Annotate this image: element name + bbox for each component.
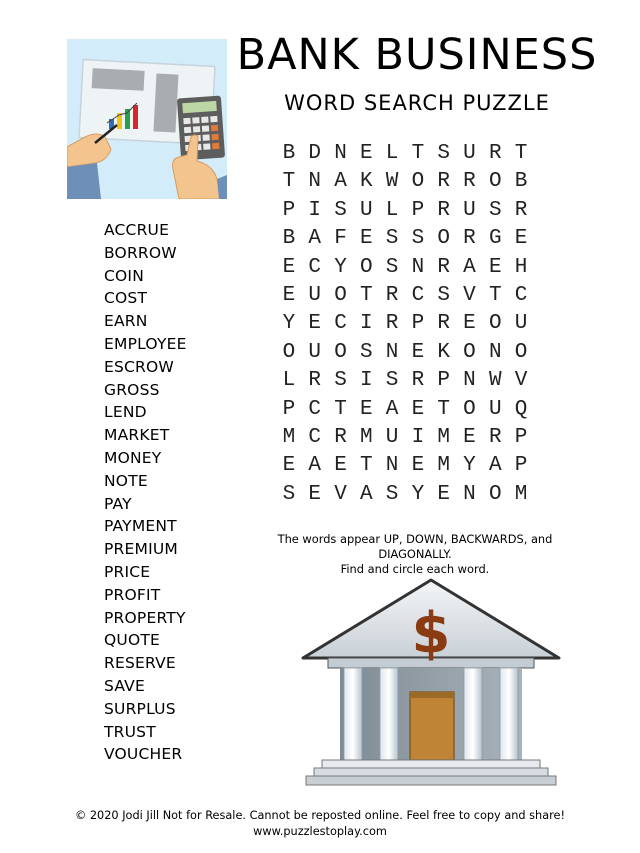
grid-letter[interactable]: M bbox=[359, 425, 373, 449]
grid-letter[interactable]: T bbox=[488, 283, 502, 307]
grid-letter[interactable]: Y bbox=[463, 454, 476, 478]
grid-letter[interactable]: S bbox=[385, 227, 399, 251]
grid-letter[interactable]: P bbox=[514, 454, 528, 478]
grid-letter[interactable]: T bbox=[282, 170, 296, 194]
footer bbox=[0, 808, 640, 840]
grid-letter[interactable]: R bbox=[385, 283, 399, 307]
word-list-item: MARKET bbox=[104, 426, 170, 445]
grid-letter[interactable]: C bbox=[308, 255, 321, 279]
grid-letter[interactable]: S bbox=[385, 482, 399, 506]
grid-letter[interactable]: E bbox=[282, 255, 296, 279]
grid-letter[interactable]: Y bbox=[411, 482, 425, 506]
grid-letter[interactable]: L bbox=[385, 142, 399, 165]
word-list-item: QUOTE bbox=[104, 631, 161, 650]
grid-letter[interactable]: U bbox=[488, 397, 502, 421]
word-list-item: EMPLOYEE bbox=[104, 334, 187, 353]
grid-letter[interactable]: S bbox=[385, 255, 399, 279]
word-list-item: NOTE bbox=[104, 471, 148, 490]
grid-letter[interactable]: R bbox=[488, 142, 502, 165]
grid-letter[interactable]: N bbox=[334, 142, 347, 165]
grid-letter[interactable]: O bbox=[463, 397, 476, 421]
bank-steps bbox=[306, 760, 556, 785]
grid-letter[interactable]: D bbox=[308, 142, 321, 165]
grid-letter[interactable]: R bbox=[437, 255, 450, 279]
grid-letter[interactable]: P bbox=[437, 369, 450, 393]
grid-row bbox=[276, 452, 534, 480]
grid-letter[interactable]: U bbox=[359, 198, 373, 222]
grid-letter[interactable]: O bbox=[488, 170, 502, 194]
grid-letter[interactable]: R bbox=[437, 198, 450, 222]
calculator-chart-illustration bbox=[67, 39, 227, 199]
grid-letter[interactable]: V bbox=[334, 482, 347, 506]
grid-letter[interactable]: T bbox=[359, 283, 373, 307]
grid-row bbox=[276, 310, 534, 338]
grid-letter[interactable]: E bbox=[359, 227, 373, 251]
grid-letter[interactable]: N bbox=[411, 255, 425, 279]
grid-letter[interactable]: E bbox=[282, 454, 296, 478]
grid-letter[interactable]: T bbox=[437, 397, 450, 421]
grid-letter[interactable]: S bbox=[488, 198, 502, 222]
grid-row bbox=[276, 282, 534, 310]
grid-letter[interactable]: U bbox=[308, 283, 321, 307]
grid-letter[interactable]: Y bbox=[334, 255, 347, 279]
grid-letter[interactable]: E bbox=[411, 397, 425, 421]
bank-building-illustration bbox=[300, 578, 562, 788]
word-list-item: COST bbox=[104, 289, 148, 308]
grid-letter[interactable]: O bbox=[488, 312, 502, 336]
grid-letter[interactable]: E bbox=[411, 340, 425, 364]
letter-grid bbox=[276, 140, 534, 509]
grid-letter[interactable]: S bbox=[334, 369, 347, 393]
grid-letter[interactable]: R bbox=[385, 312, 399, 336]
grid-letter[interactable]: E bbox=[359, 397, 373, 421]
grid-letter[interactable]: O bbox=[437, 227, 450, 251]
grid-letter[interactable]: Q bbox=[514, 397, 528, 421]
grid-letter[interactable]: M bbox=[282, 425, 296, 449]
grid-letter[interactable]: E bbox=[308, 482, 321, 506]
grid-letter[interactable]: M bbox=[437, 425, 450, 449]
grid-letter[interactable]: R bbox=[514, 198, 528, 222]
grid-row bbox=[276, 225, 534, 253]
instructions bbox=[240, 532, 590, 577]
grid-letter[interactable]: A bbox=[359, 482, 373, 506]
grid-letter[interactable]: B bbox=[282, 227, 296, 251]
bank-door bbox=[410, 692, 454, 760]
grid-letter[interactable]: A bbox=[308, 454, 321, 478]
grid-letter[interactable]: P bbox=[411, 198, 425, 222]
grid-letter[interactable]: E bbox=[488, 255, 502, 279]
puzzle-subtitle: WORD SEARCH PUZZLE bbox=[284, 91, 550, 115]
grid-letter[interactable]: E bbox=[334, 454, 347, 478]
grid-letter[interactable]: N bbox=[463, 482, 476, 506]
grid-letter[interactable]: V bbox=[514, 369, 528, 393]
word-list-item: TRUST bbox=[104, 722, 156, 741]
grid-letter[interactable]: I bbox=[359, 312, 373, 336]
grid-letter[interactable]: A bbox=[463, 255, 476, 279]
grid-letter[interactable]: M bbox=[514, 482, 528, 506]
word-list-item: PAYMENT bbox=[104, 517, 177, 536]
grid-letter[interactable]: A bbox=[308, 227, 321, 251]
word-list-item: SURPLUS bbox=[104, 699, 176, 718]
grid-letter[interactable]: T bbox=[411, 142, 425, 165]
grid-letter[interactable]: C bbox=[514, 283, 528, 307]
grid-letter[interactable]: S bbox=[437, 283, 450, 307]
grid-letter[interactable]: U bbox=[308, 340, 321, 364]
grid-letter[interactable]: P bbox=[282, 198, 296, 222]
grid-letter[interactable]: S bbox=[411, 227, 425, 251]
grid-letter[interactable]: S bbox=[437, 142, 450, 165]
word-list-item: ESCROW bbox=[104, 357, 174, 376]
word-list-item: VOUCHER bbox=[104, 745, 183, 764]
word-list-item: PREMIUM bbox=[104, 540, 178, 559]
grid-letter[interactable]: E bbox=[437, 482, 450, 506]
grid-letter[interactable]: U bbox=[463, 198, 476, 222]
grid-letter[interactable]: O bbox=[514, 340, 528, 364]
grid-letter[interactable]: S bbox=[385, 369, 399, 393]
grid-letter[interactable]: R bbox=[437, 312, 450, 336]
grid-letter[interactable]: F bbox=[334, 227, 347, 251]
grid-row bbox=[276, 197, 534, 225]
puzzle-title: BANK BUSINESS bbox=[236, 30, 598, 80]
grid-letter[interactable]: N bbox=[308, 170, 321, 194]
grid-row bbox=[276, 367, 534, 395]
grid-row bbox=[276, 396, 534, 424]
grid-letter[interactable]: E bbox=[463, 425, 476, 449]
grid-row bbox=[276, 168, 534, 196]
grid-letter[interactable]: R bbox=[308, 369, 321, 393]
grid-row bbox=[276, 481, 534, 509]
grid-letter[interactable]: C bbox=[308, 397, 321, 421]
grid-letter[interactable]: R bbox=[463, 227, 476, 251]
grid-letter[interactable]: O bbox=[488, 482, 502, 506]
grid-letter[interactable]: T bbox=[334, 397, 347, 421]
grid-letter[interactable]: A bbox=[334, 170, 347, 194]
grid-letter[interactable]: N bbox=[463, 369, 476, 393]
word-list-item: LEND bbox=[104, 403, 147, 422]
grid-letter[interactable]: N bbox=[385, 340, 399, 364]
grid-letter[interactable]: S bbox=[282, 482, 296, 506]
grid-letter[interactable]: U bbox=[385, 425, 399, 449]
grid-letter[interactable]: E bbox=[282, 283, 296, 307]
grid-letter[interactable]: A bbox=[385, 397, 399, 421]
calculator-icon bbox=[177, 96, 225, 161]
grid-letter[interactable]: S bbox=[359, 340, 373, 364]
word-list-item: PROPERTY bbox=[104, 608, 186, 627]
word-list bbox=[104, 219, 187, 766]
grid-letter[interactable]: L bbox=[385, 198, 399, 222]
grid-letter[interactable]: N bbox=[488, 340, 502, 364]
grid-letter[interactable]: P bbox=[282, 397, 296, 421]
word-list-item: MONEY bbox=[104, 448, 162, 467]
word-list-item: GROSS bbox=[104, 380, 160, 399]
word-list-item: ACCRUE bbox=[104, 221, 170, 239]
word-list-item: RESERVE bbox=[104, 654, 176, 673]
grid-letter[interactable]: U bbox=[463, 142, 476, 165]
grid-letter[interactable]: R bbox=[334, 425, 347, 449]
grid-letter[interactable]: E bbox=[308, 312, 321, 336]
grid-letter[interactable]: I bbox=[308, 198, 321, 222]
grid-letter[interactable]: S bbox=[334, 198, 347, 222]
grid-letter[interactable]: P bbox=[411, 312, 425, 336]
grid-letter[interactable]: K bbox=[437, 340, 450, 364]
word-list-item: EARN bbox=[104, 312, 148, 331]
grid-letter[interactable]: B bbox=[282, 142, 296, 165]
word-list-item: PROFIT bbox=[104, 585, 161, 604]
grid-letter[interactable]: E bbox=[359, 142, 373, 165]
grid-letter[interactable]: Y bbox=[282, 312, 296, 336]
grid-letter[interactable]: O bbox=[463, 340, 476, 364]
grid-row bbox=[276, 254, 534, 282]
grid-letter[interactable]: N bbox=[385, 454, 399, 478]
word-list-item: COIN bbox=[104, 266, 144, 285]
grid-letter[interactable]: M bbox=[437, 454, 450, 478]
grid-letter[interactable]: I bbox=[359, 369, 373, 393]
grid-letter[interactable]: L bbox=[282, 369, 296, 393]
grid-letter[interactable]: O bbox=[411, 170, 425, 194]
copyright-notice: © 2020 Jodi Jill Not for Resale. Cannot be reposted online. Feel free to copy and share! bbox=[74, 809, 566, 822]
grid-letter[interactable]: R bbox=[437, 170, 450, 194]
instructions-line-1: The words appear UP, DOWN, BACKWARDS, and DIAGONALLY. bbox=[277, 532, 553, 561]
grid-letter[interactable]: U bbox=[514, 312, 528, 336]
grid-letter[interactable]: R bbox=[488, 425, 502, 449]
word-list-item: BORROW bbox=[104, 243, 177, 262]
grid-row bbox=[276, 140, 534, 168]
website-link[interactable]: www.puzzlestoplay.com bbox=[253, 825, 387, 838]
grid-letter[interactable]: R bbox=[463, 170, 476, 194]
grid-letter[interactable]: E bbox=[463, 312, 476, 336]
instructions-line-2: Find and circle each word. bbox=[340, 562, 490, 576]
grid-letter[interactable]: C bbox=[308, 425, 321, 449]
grid-letter[interactable]: W bbox=[488, 369, 502, 393]
grid-letter[interactable]: E bbox=[411, 454, 425, 478]
grid-letter[interactable]: G bbox=[488, 227, 502, 251]
grid-row bbox=[276, 424, 534, 452]
word-list-item: PAY bbox=[104, 494, 132, 513]
grid-letter[interactable]: O bbox=[334, 283, 347, 307]
grid-letter[interactable]: B bbox=[514, 170, 528, 194]
dollar-sign-icon: $ bbox=[411, 601, 451, 666]
grid-letter[interactable]: P bbox=[514, 425, 528, 449]
grid-letter[interactable]: A bbox=[488, 454, 502, 478]
word-list-item: PRICE bbox=[104, 562, 151, 581]
grid-letter[interactable]: W bbox=[385, 170, 399, 194]
grid-letter[interactable]: K bbox=[359, 170, 373, 194]
grid-letter[interactable]: H bbox=[514, 255, 528, 279]
grid-letter[interactable]: T bbox=[359, 454, 373, 478]
grid-letter[interactable]: V bbox=[463, 283, 476, 307]
grid-letter[interactable]: T bbox=[514, 142, 528, 165]
grid-letter[interactable]: I bbox=[411, 425, 425, 449]
word-list-item: SAVE bbox=[104, 676, 145, 695]
grid-letter[interactable]: E bbox=[514, 227, 528, 251]
grid-letter[interactable]: C bbox=[411, 283, 425, 307]
grid-letter[interactable]: O bbox=[334, 340, 347, 364]
grid-letter[interactable]: R bbox=[411, 369, 425, 393]
grid-row bbox=[276, 339, 534, 367]
grid-letter[interactable]: O bbox=[359, 255, 373, 279]
grid-letter[interactable]: C bbox=[334, 312, 347, 336]
grid-letter[interactable]: O bbox=[282, 340, 296, 364]
